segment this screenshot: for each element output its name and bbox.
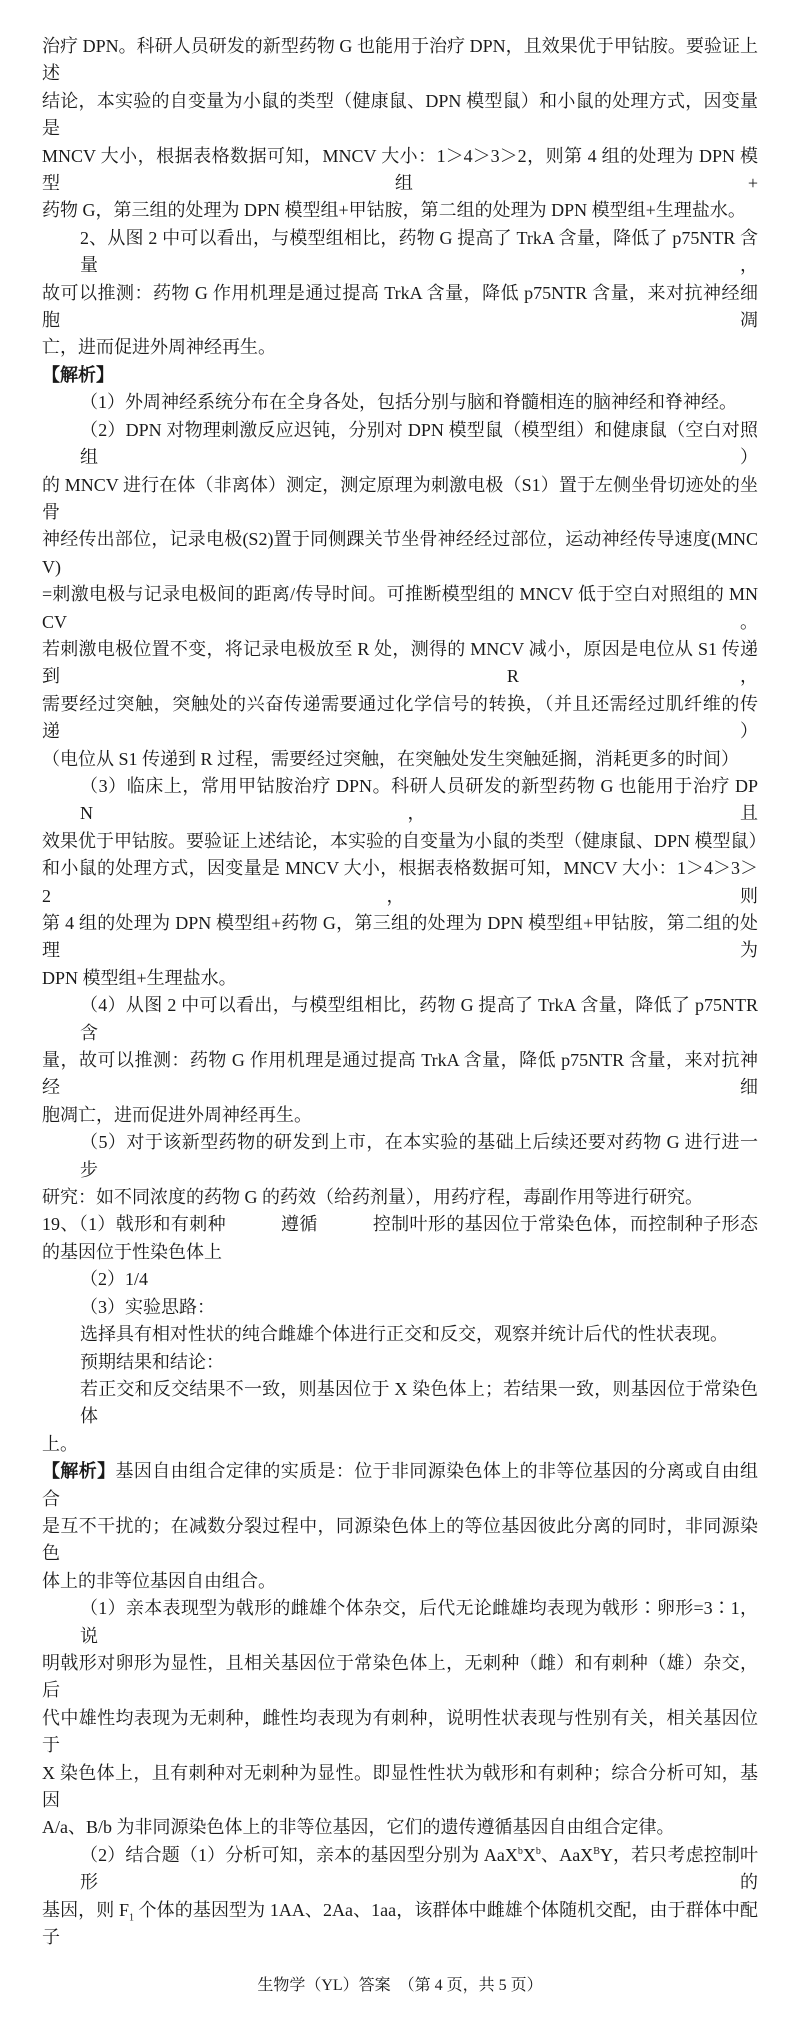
text-line [42, 855, 758, 910]
text-line [42, 1376, 758, 1431]
text-line [42, 1266, 758, 1293]
text-segment: 预期结果和结论： [80, 1351, 224, 1372]
text-segment: 亡，进而促进外周神经再生。 [42, 337, 276, 358]
text-segment: （4）从图 2 中可以看出，与模型组相比，药物 G 提高了 TrkA 含量，降低了 p75NTR 含 [80, 995, 763, 1043]
text-line [42, 389, 758, 416]
text-line [42, 636, 758, 691]
text-line [42, 1184, 758, 1211]
text-line [42, 746, 758, 773]
text-segment: 需要经过突触，突触处的兴奋传递需要通过化学信号的转换，（并且还需经过肌纤维的传递） [42, 693, 758, 742]
text-line [42, 362, 758, 389]
text-segment: 胞凋亡，进而促进外周神经再生。 [42, 1104, 312, 1125]
page-footer: 生物学（YL）答案 （第 4 页，共 5 页） [257, 1977, 543, 1995]
text-line [42, 1513, 758, 1568]
text-line [42, 1047, 758, 1102]
text-segment: 第 4 组的处理为 DPN 模型组+药物 G，第三组的处理为 DPN 模型组+甲钴胺，第二组的处理为 [42, 913, 758, 961]
text-segment: 基因，则 F [42, 1899, 129, 1920]
text-line [42, 828, 767, 855]
text-segment: 药物 G，第三组的处理为 DPN 模型组+甲钴胺，第二组的处理为 DPN 模型组+生理盐水。 [42, 200, 746, 221]
text-line [42, 1431, 758, 1458]
text-segment: 研究：如不同浓度的药物 G 的药效（给药剂量），用药疗程，毒副作用等进行研究。 [42, 1187, 703, 1208]
section-heading: 【解析】 [42, 1461, 116, 1482]
text-segment: （2）1/4 [80, 1269, 149, 1290]
text-segment: 故可以推测：药物 G 作用机理是通过提高 TrkA 含量，降低 p75NTR 含量，来对抗神经细胞凋 [42, 282, 758, 331]
text-line [42, 581, 758, 636]
text-line [42, 472, 758, 527]
text-line [42, 965, 758, 992]
text-line [42, 1458, 758, 1513]
text-line [42, 1760, 758, 1815]
text-line [42, 1349, 758, 1376]
text-line [42, 1705, 758, 1760]
text-segment: 和小鼠的处理方式，因变量是 MNCV 大小，根据表格数据可知，MNCV 大小：1＞4＞3＞2，则 [42, 858, 758, 906]
text-segment: 神经传出部位，记录电极(S2)置于同侧踝关节坐骨神经经过部位，运动神经传导速度(MNCV) [42, 529, 758, 577]
text-segment: （2）结合题（1）分析可知，亲本的基因型分别为 AaX [80, 1844, 518, 1865]
text-segment: Y，若只考虑控制叶形的 [80, 1844, 758, 1893]
text-segment: 治疗 DPN。科研人员研发的新型药物 G 也能用于治疗 DPN，且效果优于甲钴胺。要验证上述 [42, 36, 758, 84]
text-segment: 、AaX [540, 1844, 594, 1865]
text-line [42, 1102, 758, 1129]
text-segment: 个体的基因型为 1AA、2Aa、1aa，该群体中雌雄个体随机交配，由于群体中配子 [42, 1899, 758, 1948]
text-segment: MNCV 大小，根据表格数据可知，MNCV 大小：1＞4＞3＞2，则第 4 组的处理为 DPN 模型组+ [42, 145, 758, 194]
text-line [42, 1814, 758, 1841]
text-line [42, 1595, 758, 1650]
text-segment: （1）外周神经系统分布在全身各处，包括分别与脑和脊髓相连的脑神经和脊神经。 [80, 392, 737, 413]
text-segment: （2）DPN 对物理刺激反应迟钝，分别对 DPN 模型鼠（模型组）和健康鼠（空白对照组） [80, 419, 758, 468]
text-segment: X [522, 1844, 536, 1865]
text-segment: =刺激电极与记录电极间的距离/传导时间。可推断模型组的 MNCV 低于空白对照组的 MNCV。 [42, 584, 758, 632]
text-line [42, 1129, 758, 1184]
superscript: b [517, 1845, 523, 1857]
text-segment: （5）对于该新型药物的研发到上市，在本实验的基础上后续还要对药物 G 进行进一步 [80, 1132, 758, 1180]
text-line [42, 33, 758, 88]
text-line [42, 691, 758, 746]
text-line [42, 280, 758, 335]
text-segment: 结论，本实验的自变量为小鼠的类型（健康鼠、DPN 模型鼠）和小鼠的处理方式，因变量是 [42, 90, 758, 139]
text-segment: 若正交和反交结果不一致，则基因位于 X 染色体上；若结果一致，则基因位于常染色体 [80, 1378, 758, 1427]
text-segment: 明戟形对卵形为显性，且相关基因位于常染色体上，无刺种（雌）和有刺种（雄）杂交，后 [42, 1652, 758, 1701]
text-line [42, 773, 758, 828]
section-heading: 【解析】 [42, 364, 114, 385]
document-body [42, 0, 767, 1951]
text-segment: 2、从图 2 中可以看出，与模型组相比，药物 G 提高了 TrkA 含量，降低了 p75NTR 含量， [80, 227, 758, 276]
text-line [42, 1321, 758, 1348]
text-segment: 基因自由组合定律的实质是：位于非同源染色体上的非等位基因的分离或自由组合 [42, 1461, 759, 1509]
text-line [42, 1294, 758, 1321]
text-line [42, 1568, 758, 1595]
text-segment: A/a、B/b 为非同源染色体上的非等位基因，它们的遗传遵循基因自由组合定律。 [42, 1817, 675, 1838]
text-segment: DPN 模型组+生理盐水。 [42, 967, 237, 988]
text-line [42, 334, 758, 361]
text-line [42, 992, 763, 1047]
text-segment: 代中雄性均表现为无刺种，雌性均表现为有刺种，说明性状表现与性别有关，相关基因位于 [42, 1707, 758, 1756]
text-segment: 是互不干扰的；在减数分裂过程中，同源染色体上的等位基因彼此分离的同时，非同源染色 [42, 1515, 758, 1564]
text-segment: （电位从 S1 传递到 R 过程，需要经过突触，在突触处发生突触延搁，消耗更多的时间） [42, 748, 740, 769]
text-line [42, 1897, 758, 1952]
text-segment: （1）亲本表现型为戟形的雌雄个体杂交，后代无论雌雄均表现为戟形∶卵形=3∶1，说 [80, 1598, 758, 1646]
text-line [42, 417, 758, 472]
subscript: 1 [128, 1912, 134, 1924]
text-segment: （3）临床上，常用甲钴胺治疗 DPN。科研人员研发的新型药物 G 也能用于治疗 DPN，且 [80, 775, 758, 824]
text-line [42, 1211, 758, 1238]
text-segment: X 染色体上，且有刺种对无刺种为显性。即显性性状为戟形和有刺种；综合分析可知，基因 [42, 1762, 758, 1810]
text-line [42, 1842, 758, 1897]
text-line [42, 143, 758, 198]
text-line [42, 1239, 758, 1266]
text-line [42, 225, 758, 280]
text-segment: 体上的非等位基因自由组合。 [42, 1570, 276, 1591]
superscript: b [535, 1845, 541, 1857]
superscript: B [593, 1845, 600, 1857]
text-line [42, 88, 758, 143]
text-line [42, 197, 758, 224]
text-segment: （3）实验思路： [80, 1296, 215, 1317]
text-segment: 19、（1）戟形和有刺种 遵循 控制叶形的基因位于常染色体，而控制种子形态 [42, 1214, 758, 1235]
text-line [42, 1650, 758, 1705]
text-segment: 量，故可以推测：药物 G 作用机理是通过提高 TrkA 含量，降低 p75NTR 含量，来对抗神经细 [42, 1050, 758, 1098]
text-segment: 若刺激电极位置不变，将记录电极放至 R 处，测得的 MNCV 减小，原因是电位从 S1 传递到 R， [42, 638, 758, 687]
text-segment: 的 MNCV 进行在体（非离体）测定，测定原理为刺激电极（S1）置于左侧坐骨切迹处的坐骨 [42, 474, 758, 522]
text-segment: 效果优于甲钴胺。要验证上述结论，本实验的自变量为小鼠的类型（健康鼠、DPN 模型鼠） [42, 830, 767, 851]
text-segment: 选择具有相对性状的纯合雌雄个体进行正交和反交，观察并统计后代的性状表现。 [80, 1324, 728, 1345]
text-segment: 的基因位于性染色体上 [42, 1241, 222, 1262]
text-segment: 上。 [42, 1433, 78, 1454]
text-line [42, 526, 758, 581]
text-line [42, 910, 758, 965]
